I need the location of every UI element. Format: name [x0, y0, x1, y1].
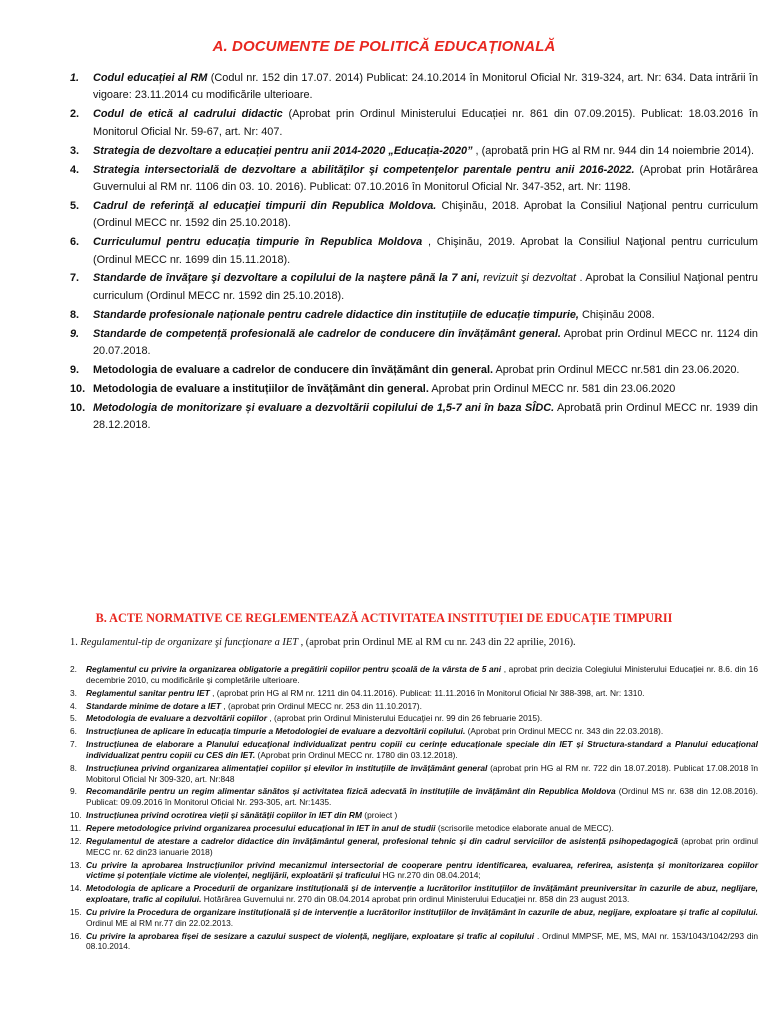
- item-number: 15.: [70, 906, 82, 917]
- document-detail-text: (aprobat prin ordinul MECC nr. 62 din23 ianuarie 2018): [86, 835, 758, 857]
- item-text: [93, 162, 758, 197]
- document-title-text: Standarde minime de dotare a IET: [86, 700, 221, 711]
- document-title-text: Reglamentul sanitar pentru IET: [86, 687, 210, 698]
- item-text: [86, 786, 758, 808]
- item-number: 1.: [70, 72, 80, 84]
- item-text: [86, 860, 758, 882]
- item-text: [93, 326, 758, 361]
- document-title-text: Standarde de învăţare şi dezvoltare a copilului de la naştere până la 7 ani,: [93, 272, 480, 285]
- section-b-title: B. ACTE NORMATIVE CE REGLEMENTEAZĂ ACTIVITATEA INSTITUȚIEI DE EDUCAȚIE TIMPURII: [95, 611, 673, 625]
- document-detail-text: (aprobat prin HG al RM nr. 722 din 18.07.2018). Publicat 17.08.2018 în Mobitorul Oficial Nr 309-320, art. Nr:848: [86, 762, 758, 784]
- document-detail-text: . Ordinul MMPSF, ME, MS, MAI nr. 153/1043/1042/293 din 08.10.2014.: [86, 930, 759, 952]
- document-title-text: revizuit şi dezvoltat: [483, 272, 577, 285]
- list-item: [70, 664, 758, 686]
- list-item: [70, 162, 758, 197]
- item-number: 10.: [70, 382, 86, 395]
- item-text: [86, 726, 758, 737]
- document-detail-text: (scrisorile metodice elaborate anual de MECC).: [437, 822, 614, 833]
- item-text: [93, 143, 758, 160]
- document-title-text: Instrucțiunea de elaborare a Planului educațional individualizat pentru copiii cu cerințe educaționale speciale din IET și Structura-standard a Planului educațional individualizat pentru copiii cu CES din IET.: [86, 739, 758, 760]
- item-number: 16.: [70, 930, 82, 941]
- item-text: [93, 198, 758, 233]
- list-item: [70, 326, 758, 361]
- document-title-text: Metodologia de evaluare a instituțiilor de învățământ din general.: [93, 382, 429, 395]
- document-detail-text: Aprobat prin Ordinul MECC nr.581 din 23.06.2020.: [495, 364, 740, 376]
- list-item: [70, 270, 758, 305]
- item-number: 9.: [70, 786, 77, 797]
- document-title-text: Strategia intersectorială de dezvoltare a abilităţilor şi competenţelor parentale pentru anii 2016-2022.: [93, 163, 635, 176]
- item-number: 9.: [70, 364, 80, 376]
- list-item: [70, 198, 758, 233]
- document-detail-text: Aprobată prin Ordinul MECC nr. 1939 din 28.12.2018.: [93, 401, 758, 432]
- item-number: 5.: [70, 713, 77, 724]
- item-text: [86, 931, 758, 953]
- document-detail-text: HG nr.270 din 08.04.2014;: [382, 870, 481, 881]
- list-item: [70, 70, 758, 105]
- item-number: 1.: [70, 637, 81, 648]
- document-detail-text: Ordinul ME al RM nr.77 din 22.02.2013.: [86, 917, 234, 928]
- item-text: [86, 739, 758, 761]
- document-title-text: Instrucțiunea privind ocrotirea vieții și sănătății copiilor în IET din RM: [86, 810, 362, 821]
- document-detail-text: , (aprobat prin Ordinul Ministerului Educaţiei nr. 99 din 26 februarie 2015).: [269, 713, 543, 724]
- item-text: [93, 381, 758, 398]
- item-text: [86, 713, 758, 724]
- list-item: [70, 143, 758, 160]
- item-number: 4.: [70, 700, 77, 711]
- item-number: 3.: [70, 687, 77, 698]
- list-item: [70, 307, 758, 324]
- item-text: [86, 688, 758, 699]
- item-text: [86, 810, 758, 821]
- list-item: [70, 739, 758, 761]
- section-b-first-item: [70, 636, 758, 650]
- item-number: 12.: [70, 835, 82, 846]
- document-detail-text: (Aprobat prin Ordinul MECC nr. 1780 din 03.12.2018).: [257, 749, 458, 760]
- document-title-text: Reglamentul cu privire la organizarea obligatorie a pregătirii copiilor pentru școală de la vârsta de 5 ani: [86, 664, 502, 674]
- item-number: 10.: [70, 401, 86, 414]
- document-title-text: Metodologia de aplicare a Procedurii de organizare instituțională și de intervenție a lucrătorilor instituțiilor de învățământ preuniversitar în cazurile de abuz, neglijare, exploatare, trafic al copilului.: [86, 883, 758, 905]
- item-number: 13.: [70, 859, 82, 870]
- item-text: [86, 763, 758, 785]
- document-title-text: Instrucțiunea de aplicare în educația timpurie a Metodologiei de evaluare a dezvoltării copilului.: [86, 726, 466, 737]
- item-number: 2.: [70, 108, 80, 121]
- document-title-text: Codul educației al RM: [93, 72, 208, 84]
- item-number: 2.: [70, 664, 77, 674]
- item-text: [86, 701, 758, 712]
- item-number: 5.: [70, 199, 80, 212]
- item-text: [86, 907, 758, 929]
- item-number: 6.: [70, 726, 77, 737]
- item-text: [86, 883, 758, 905]
- list-item: [70, 860, 758, 882]
- list-item: [70, 726, 758, 737]
- document-title-text: Metodologia de evaluare a cadrelor de conducere din învățământ din general.: [93, 364, 494, 376]
- document-detail-text: (Aprobat prin Ordinul MECC nr. 343 din 22.03.2018).: [467, 726, 664, 737]
- list-item: [70, 810, 758, 821]
- item-text: [93, 234, 758, 269]
- item-number: 11.: [70, 822, 82, 833]
- list-item: [70, 234, 758, 269]
- item-text: [86, 836, 758, 858]
- document-detail-text: Aprobat prin Ordinul MECC nr. 1124 din 20.07.2018.: [93, 327, 758, 358]
- document-detail-text: , (aprobat prin Ordinul ME al RM cu nr. 243 din 22 aprilie, 2016).: [300, 637, 576, 648]
- document-detail-text: , Chişinău, 2019. Aprobat la Consiliul Naţional pentru curriculum (Ordinul MECC nr. 1699 din 15.11.2018).: [93, 236, 758, 266]
- item-text: [86, 664, 758, 686]
- item-text: [93, 270, 758, 305]
- document-title-text: Cu privire la Procedura de organizare instituțională și de intervenție a lucrătorilor instituțiilor de învățământ în cazurile de abuz, negijare, exploatare și trafic al copilului.: [86, 906, 758, 917]
- list-item: [70, 786, 758, 808]
- document-detail-text: Chişinău, 2018. Aprobat la Consiliul Naţional pentru curriculum (Ordinul MECC nr. 1592 din 25.10.2018).: [93, 199, 759, 230]
- item-text: [93, 106, 758, 141]
- document-detail-text: (Aprobat prin Ordinul Ministerului Educației nr. 861 din 07.09.2015). Publicat: 18.03.2016 în Monitorul Oficial Nr. 59-67, art. Nr: 407.: [93, 108, 759, 138]
- document-detail-text: , (aprobat prin Ordinul MECC nr. 253 din 11.10.2017).: [223, 700, 422, 711]
- item-text: [86, 823, 758, 834]
- item-number: 10.: [70, 810, 82, 821]
- document-title-text: Strategia de dezvoltare a educației pentru anii 2014-2020 „Educația-2020”: [93, 144, 473, 157]
- document-detail-text: Hotărârea Guvernului nr. 270 din 08.04.2014 aprobat prin ordinul Ministerului Educației nr. 858 din 23 august 2013.: [203, 894, 630, 905]
- list-item: [70, 688, 758, 699]
- list-item: [70, 106, 758, 141]
- document-title-text: Curriculumul pentru educația timpurie în Republica Moldova: [93, 236, 423, 249]
- list-item: [70, 381, 758, 398]
- item-number: 4.: [70, 163, 80, 176]
- section-a-list: [70, 70, 758, 436]
- list-item: [70, 400, 758, 435]
- document-title-text: Cu privire la aprobarea fișei de sesizare a cazului suspect de violență, neglijare, exploatare și trafic al copilului: [86, 930, 535, 941]
- item-number: 3.: [70, 144, 80, 157]
- list-item: [70, 907, 758, 929]
- section-b-list: [70, 664, 758, 954]
- document-title-text: Regulamentul de atestare a cadrelor didactice din învățământul general, profesional tehnic și din cadrul serviciilor de asistență psihopedagogică: [86, 835, 678, 846]
- item-number: 14.: [70, 883, 82, 894]
- document-detail-text: Aprobat prin Ordinul MECC nr. 581 din 23.06.2020: [431, 382, 676, 395]
- list-item: [70, 836, 758, 858]
- document-title-text: Standarde de competență profesională ale cadrelor de conducere din învățământ general.: [93, 327, 561, 340]
- item-number: 7.: [70, 272, 80, 285]
- document-title-text: Metodologia de evaluare a dezvoltării copiilor: [86, 713, 268, 724]
- item-text: [93, 400, 758, 435]
- document-detail-text: , (aprobat prin HG al RM nr. 1211 din 04.11.2016). Publicat: 11.11.2016 în Monitorul Oficial Nr 388-398, art. Nr: 1310.: [212, 687, 645, 698]
- item-number: 7.: [70, 739, 77, 750]
- document-title-text: Cadrul de referinţă al educaţiei timpurii din Republica Moldova.: [93, 199, 437, 212]
- list-item: [70, 931, 758, 953]
- item-number: 8.: [70, 762, 77, 773]
- section-a-title: A. DOCUMENTE DE POLITICĂ EDUCAȚIONALĂ: [212, 38, 556, 55]
- document-detail-text: . Aprobat la Consiliul Naţional pentru curriculum (Ordinul MECC nr. 1592 din 25.10.2018).: [93, 272, 758, 302]
- document-title-text: Standarde profesionale naționale pentru cadrele didactice din instituțiile de educație timpurie,: [93, 308, 579, 321]
- item-number: 8.: [70, 308, 80, 321]
- item-number: 9.: [70, 327, 80, 340]
- document-title-text: Metodologia de monitorizare și evaluare a dezvoltării copilului de 1,5-7 ani în baza SÎDC.: [93, 401, 555, 414]
- document-title-text: Cu privire la aprobarea Instrucțiunilor privind mecanizmul intersectorial de cooperare pentru identificarea, evaluarea, referirea, asistența și monitorizarea copiilor victime și potențiale victime ale violenței, neglijării, exploatării și traficului: [86, 859, 758, 881]
- document-detail-text: , aprobat prin decizia Colegiului Ministerului Educației nr. 8.6. din 16 decembrie 2010, cu modificările şi completările ulterioare.: [86, 664, 758, 685]
- document-title-text: Instrucțiunea privind organizarea alimentației copiilor și elevilor în instituțiile de învățământ general: [86, 762, 488, 773]
- document-title-text: Repere metodologice privind organizarea procesului educațional în IET în anul de studii: [86, 822, 436, 833]
- item-text: [93, 362, 758, 379]
- list-item: [70, 701, 758, 712]
- item-text: [93, 70, 758, 105]
- document-title-text: Codul de etică al cadrului didactic: [93, 108, 283, 121]
- document-detail-text: (Aprobat prin Hotărârea Guvernului al RM nr. 1106 din 03. 10. 2016). Publicat: 07.10.2016 în Monitorul Oficial Nr. 347-352, art. Nr: 1198.: [93, 163, 758, 193]
- item-number: 6.: [70, 236, 80, 249]
- document-detail-text: Chișinău 2008.: [581, 308, 655, 321]
- document-detail-text: (Ordinul MS nr. 638 din 12.08.2016). Publicat: 09.09.2016 în Monitorul Oficial Nr. 293-305, art. Nr:1435.: [86, 786, 759, 808]
- document-title-text: Regulamentul-tip de organizare şi funcţionare a IET: [80, 637, 298, 648]
- list-item: [70, 362, 758, 379]
- document-detail-text: (proiect ): [364, 810, 398, 821]
- item-text: [93, 307, 758, 324]
- list-item: [70, 823, 758, 834]
- list-item: [70, 883, 758, 905]
- document-detail-text: (Codul nr. 152 din 17.07. 2014) Publicat: 24.10.2014 în Monitorul Oficial Nr. 319-324, art. Nr: 634. Data intrării în vigoare: 23.11.2014 cu modificările ulterioare.: [93, 72, 759, 102]
- document-title-text: Recomandările pentru un regim alimentar sănătos și activitatea fizică adecvată în instituțiile de învățământ din Republica Moldova: [86, 786, 616, 797]
- list-item: [70, 763, 758, 785]
- list-item: [70, 713, 758, 724]
- document-detail-text: , (aprobată prin HG al RM nr. 944 din 14 noiembrie 2014).: [475, 144, 755, 157]
